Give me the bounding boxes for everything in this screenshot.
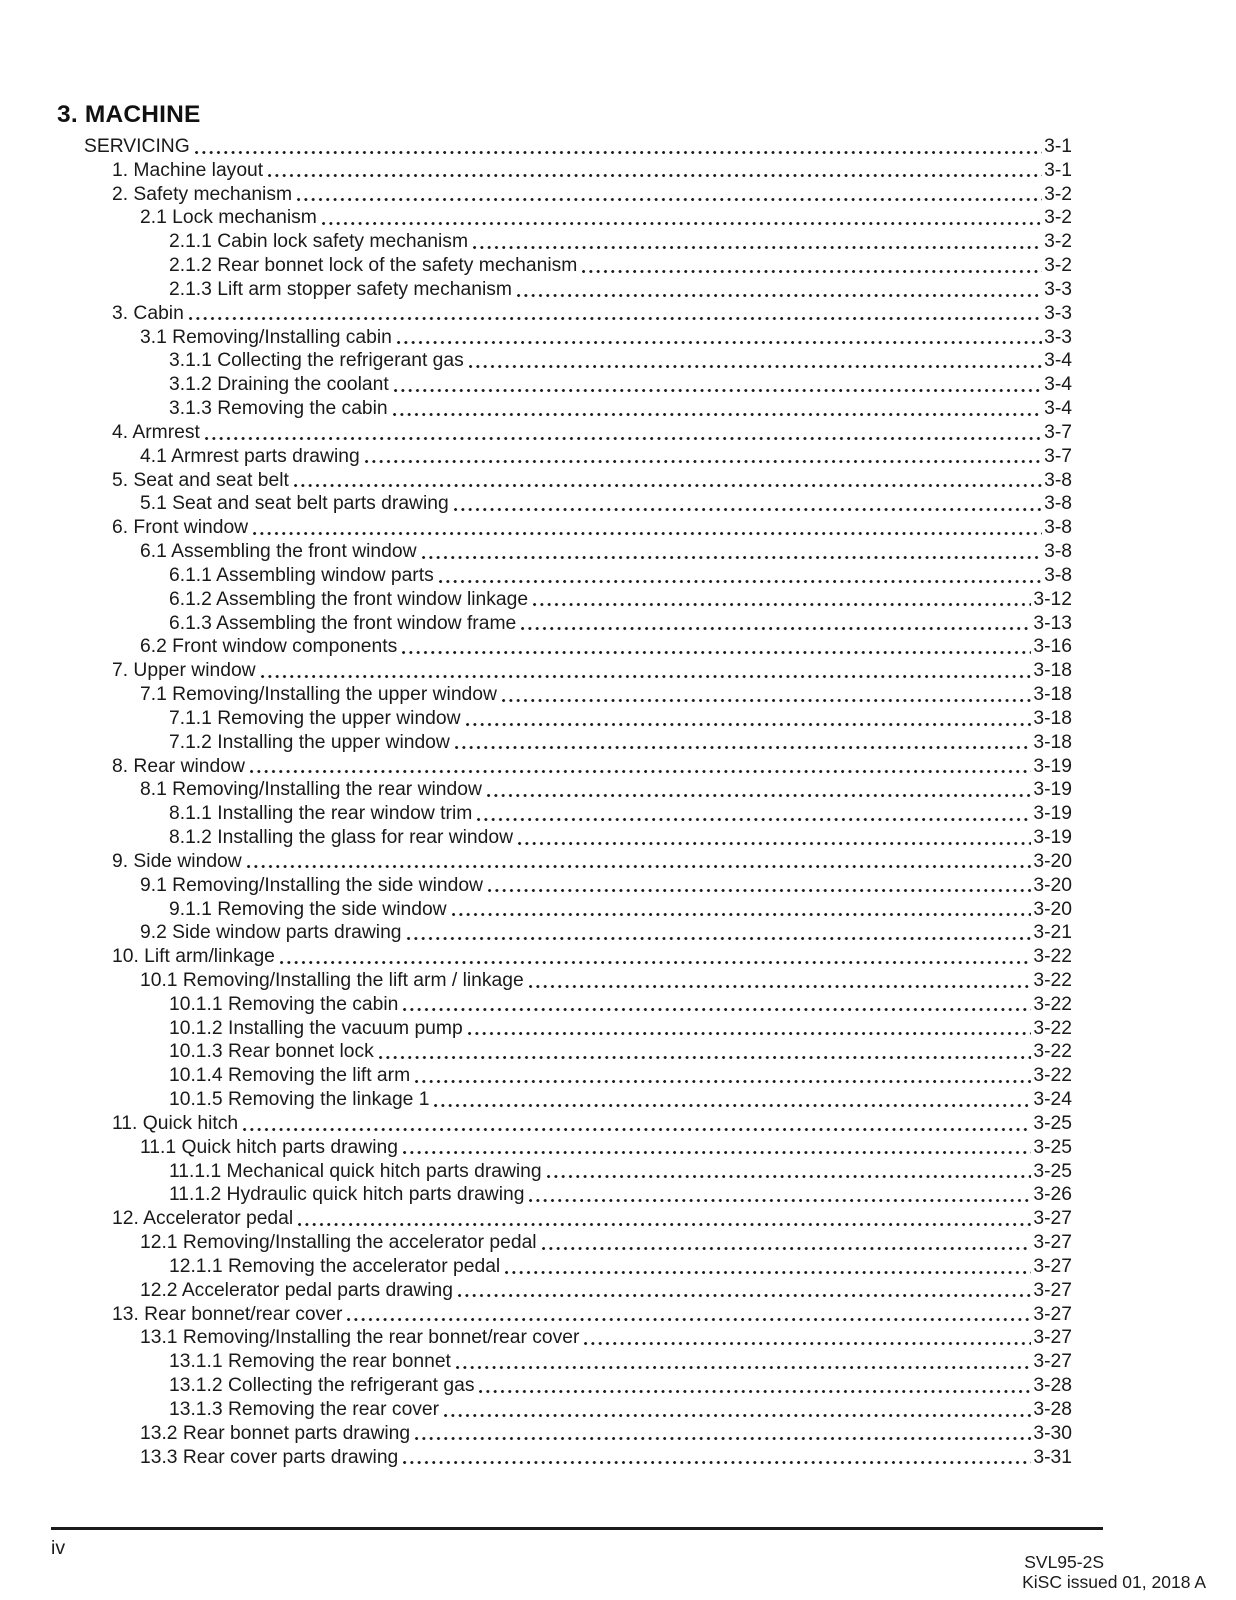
toc-dot-leader [488, 874, 1031, 898]
toc-entry-page: 3-12 [1033, 588, 1072, 610]
toc-dot-leader [444, 1398, 1031, 1422]
toc-entry [57, 612, 1072, 636]
toc-entry-label: 7.1.2 Installing the upper window [169, 731, 450, 753]
toc-entry [57, 1112, 1072, 1136]
toc-entry [57, 516, 1072, 540]
toc-entry-page: 3-25 [1033, 1160, 1072, 1182]
toc-entry [57, 421, 1072, 445]
toc-entry-label: 4. Armrest [112, 421, 200, 443]
toc-dot-leader [189, 302, 1042, 326]
toc-entry-page: 3-22 [1033, 1065, 1072, 1087]
toc-entry [57, 206, 1072, 230]
toc-entry [57, 326, 1072, 350]
toc-dot-leader [415, 1422, 1031, 1446]
toc-entry [57, 826, 1072, 850]
toc-dot-leader [403, 1136, 1031, 1160]
table-of-contents [57, 135, 1072, 1469]
toc-entry-page: 3-26 [1033, 1184, 1072, 1206]
toc-dot-leader [529, 969, 1032, 993]
toc-entry-page: 3-20 [1033, 898, 1072, 920]
toc-entry-page: 3-18 [1033, 731, 1072, 753]
toc-entry-page: 3-27 [1033, 1208, 1072, 1230]
toc-entry-page: 3-28 [1033, 1398, 1072, 1420]
toc-entry-label: 10.1 Removing/Installing the lift arm / linkage [140, 969, 524, 991]
chapter-title: 3. MACHINE [57, 101, 201, 128]
toc-entry-page: 3-28 [1033, 1375, 1072, 1397]
toc-entry-label: 5. Seat and seat belt [112, 469, 289, 491]
toc-dot-leader [452, 898, 1032, 922]
footer-issue-note: KiSC issued 01, 2018 A [1022, 1572, 1206, 1592]
toc-entry-label: 13.1 Removing/Installing the rear bonnet/rear cover [140, 1327, 580, 1349]
toc-dot-leader [422, 540, 1043, 564]
toc-entry [57, 1303, 1072, 1327]
toc-dot-leader [458, 1279, 1031, 1303]
toc-entry [57, 802, 1072, 826]
toc-entry-page: 3-21 [1033, 922, 1072, 944]
toc-entry [57, 1446, 1072, 1470]
toc-entry-page: 3-22 [1033, 946, 1072, 968]
toc-entry [57, 302, 1072, 326]
toc-entry-label: 6.1.2 Assembling the front window linkage [169, 588, 529, 610]
toc-entry [57, 540, 1072, 564]
toc-entry-label: 13.2 Rear bonnet parts drawing [140, 1422, 411, 1444]
toc-dot-leader [533, 588, 1031, 612]
toc-entry-label: 11.1 Quick hitch parts drawing [140, 1136, 398, 1158]
toc-entry-label: 3.1.2 Draining the coolant [169, 374, 389, 396]
toc-entry [57, 1207, 1072, 1231]
toc-dot-leader [397, 326, 1042, 350]
toc-entry-label: 12.1 Removing/Installing the accelerator pedal [140, 1232, 537, 1254]
toc-entry-label: 8.1.1 Installing the rear window trim [169, 803, 473, 825]
toc-entry-label: 3.1.3 Removing the cabin [169, 398, 388, 420]
toc-dot-leader [280, 945, 1032, 969]
page-number: iv [51, 1537, 66, 1559]
toc-dot-leader [347, 1303, 1031, 1327]
toc-entry [57, 230, 1072, 254]
toc-entry-label: 13.1.3 Removing the rear cover [169, 1398, 440, 1420]
toc-entry [57, 755, 1072, 779]
toc-entry-label: 10.1.5 Removing the linkage 1 [169, 1089, 430, 1111]
toc-entry [57, 445, 1072, 469]
toc-entry [57, 659, 1072, 683]
toc-entry-page: 3-19 [1033, 755, 1072, 777]
toc-dot-leader [297, 183, 1042, 207]
toc-entry-page: 3-3 [1044, 302, 1072, 324]
toc-entry-page: 3-27 [1033, 1279, 1072, 1301]
toc-entry-label: 2. Safety mechanism [112, 183, 293, 205]
toc-entry-label: 3.1.1 Collecting the refrigerant gas [169, 350, 464, 372]
toc-dot-leader [505, 1255, 1031, 1279]
toc-entry-label: 2.1.3 Lift arm stopper safety mechanism [169, 278, 512, 300]
toc-entry-label: 10.1.1 Removing the cabin [169, 993, 399, 1015]
toc-entry-page: 3-8 [1044, 541, 1072, 563]
toc-dot-leader [407, 921, 1032, 945]
toc-entry [57, 874, 1072, 898]
toc-entry-page: 3-30 [1033, 1422, 1072, 1444]
toc-dot-leader [439, 564, 1042, 588]
toc-entry [57, 969, 1072, 993]
toc-entry-label: 9. Side window [112, 850, 242, 872]
footer-model-code: SVL95-2S [1024, 1552, 1104, 1572]
toc-entry-page: 3-8 [1044, 469, 1072, 491]
toc-entry [57, 731, 1072, 755]
toc-entry-label: 10. Lift arm/linkage [112, 946, 275, 968]
toc-dot-leader [394, 373, 1042, 397]
toc-entry [57, 898, 1072, 922]
toc-entry-label: 2.1 Lock mechanism [140, 207, 317, 229]
toc-dot-leader [518, 826, 1031, 850]
toc-entry-page: 3-20 [1033, 850, 1072, 872]
toc-entry-page: 3-27 [1033, 1232, 1072, 1254]
toc-entry-page: 3-20 [1033, 874, 1072, 896]
toc-entry-page: 3-2 [1044, 183, 1072, 205]
toc-entry [57, 1422, 1072, 1446]
toc-dot-leader [253, 516, 1042, 540]
toc-entry [57, 278, 1072, 302]
toc-entry [57, 850, 1072, 874]
toc-dot-leader [403, 1446, 1031, 1470]
toc-entry-label: 10.1.2 Installing the vacuum pump [169, 1017, 463, 1039]
toc-entry-label: 6.1.1 Assembling window parts [169, 564, 434, 586]
toc-dot-leader [456, 1350, 1032, 1374]
toc-entry-label: 8.1 Removing/Installing the rear window [140, 779, 482, 801]
toc-entry [57, 921, 1072, 945]
toc-entry-page: 3-16 [1033, 636, 1072, 658]
toc-entry-label: 9.1.1 Removing the side window [169, 898, 447, 920]
toc-entry-page: 3-3 [1044, 326, 1072, 348]
toc-entry-label: 9.1 Removing/Installing the side window [140, 874, 483, 896]
toc-dot-leader [365, 445, 1042, 469]
toc-entry-label: 6. Front window [112, 517, 249, 539]
toc-dot-leader [455, 731, 1032, 755]
toc-entry-label: 7. Upper window [112, 660, 256, 682]
toc-entry-page: 3-22 [1033, 1041, 1072, 1063]
toc-entry [57, 1231, 1072, 1255]
toc-dot-leader [247, 850, 1032, 874]
toc-entry-page: 3-18 [1033, 707, 1072, 729]
toc-entry-page: 3-4 [1044, 350, 1072, 372]
toc-entry-page: 3-27 [1033, 1327, 1072, 1349]
toc-dot-leader [502, 683, 1031, 707]
toc-dot-leader [477, 802, 1031, 826]
toc-entry-page: 3-25 [1033, 1136, 1072, 1158]
toc-entry [57, 1326, 1072, 1350]
toc-entry-page: 3-8 [1044, 564, 1072, 586]
toc-entry-label: SERVICING [84, 136, 190, 157]
toc-entry [57, 1088, 1072, 1112]
toc-entry-page: 3-2 [1044, 255, 1072, 277]
toc-entry-label: 10.1.4 Removing the lift arm [169, 1065, 411, 1087]
toc-entry [57, 1160, 1072, 1184]
toc-entry-label: 3.1 Removing/Installing cabin [140, 326, 392, 348]
toc-dot-leader [205, 421, 1042, 445]
footer-divider [51, 1527, 1103, 1530]
toc-entry-label: 5.1 Seat and seat belt parts drawing [140, 493, 449, 515]
toc-entry-label: 13.1.2 Collecting the refrigerant gas [169, 1375, 475, 1397]
toc-entry [57, 993, 1072, 1017]
toc-entry [57, 707, 1072, 731]
toc-dot-leader [322, 206, 1042, 230]
toc-entry-label: 12.1.1 Removing the accelerator pedal [169, 1255, 501, 1277]
toc-dot-leader [529, 1183, 1031, 1207]
toc-entry-label: 12.2 Accelerator pedal parts drawing [140, 1279, 453, 1301]
toc-dot-leader [468, 1017, 1032, 1041]
toc-entry-page: 3-19 [1033, 827, 1072, 849]
toc-entry-page: 3-8 [1044, 517, 1072, 539]
toc-dot-leader [582, 254, 1042, 278]
toc-entry-label: 11.1.2 Hydraulic quick hitch parts drawing [169, 1184, 525, 1206]
toc-dot-leader [487, 778, 1032, 802]
toc-entry [57, 1279, 1072, 1303]
toc-dot-leader [243, 1112, 1031, 1136]
toc-dot-leader [542, 1231, 1032, 1255]
toc-entry-page: 3-27 [1033, 1303, 1072, 1325]
toc-entry [57, 1040, 1072, 1064]
toc-dot-leader [393, 397, 1042, 421]
toc-dot-leader [521, 612, 1031, 636]
toc-entry-page: 3-4 [1044, 374, 1072, 396]
toc-entry [57, 1398, 1072, 1422]
toc-entry-page: 3-22 [1033, 993, 1072, 1015]
toc-entry [57, 349, 1072, 373]
toc-entry-page: 3-7 [1044, 421, 1072, 443]
toc-entry-label: 2.1.1 Cabin lock safety mechanism [169, 231, 469, 253]
toc-entry [57, 1064, 1072, 1088]
toc-entry-page: 3-18 [1033, 684, 1072, 706]
toc-entry-label: 1. Machine layout [112, 159, 264, 181]
toc-entry-page: 3-7 [1044, 445, 1072, 467]
toc-dot-leader [403, 993, 1031, 1017]
toc-entry-label: 13. Rear bonnet/rear cover [112, 1303, 343, 1325]
toc-entry [57, 635, 1072, 659]
toc-entry [57, 1374, 1072, 1398]
toc-entry-page: 3-3 [1044, 278, 1072, 300]
toc-entry-page: 3-19 [1033, 803, 1072, 825]
toc-entry-label: 6.1.3 Assembling the front window frame [169, 612, 517, 634]
toc-entry [57, 492, 1072, 516]
toc-entry-page: 3-2 [1044, 207, 1072, 229]
toc-entry [57, 588, 1072, 612]
toc-entry [57, 564, 1072, 588]
toc-dot-leader [379, 1040, 1032, 1064]
toc-entry [57, 469, 1072, 493]
toc-entry-label: 4.1 Armrest parts drawing [140, 445, 360, 467]
toc-entry [57, 683, 1072, 707]
toc-dot-leader [473, 230, 1042, 254]
toc-entry-label: 8.1.2 Installing the glass for rear window [169, 827, 514, 849]
toc-entry [57, 397, 1072, 421]
toc-entry [57, 1017, 1072, 1041]
toc-entry-page: 3-27 [1033, 1255, 1072, 1277]
toc-dot-leader [469, 349, 1042, 373]
toc-entry-page: 3-2 [1044, 231, 1072, 253]
toc-dot-leader [268, 159, 1042, 183]
toc-entry-label: 13.1.1 Removing the rear bonnet [169, 1351, 451, 1373]
toc-entry [57, 778, 1072, 802]
toc-entry-label: 12. Accelerator pedal [112, 1208, 294, 1230]
toc-entry-label: 13.3 Rear cover parts drawing [140, 1446, 399, 1468]
toc-entry [57, 373, 1072, 397]
toc-dot-leader [195, 135, 1042, 159]
toc-entry-label: 2.1.2 Rear bonnet lock of the safety mechanism [169, 255, 578, 277]
toc-entry [57, 135, 1072, 159]
toc-entry-label: 6.2 Front window components [140, 636, 398, 658]
toc-entry-page: 3-19 [1033, 779, 1072, 801]
toc-entry [57, 183, 1072, 207]
toc-entry [57, 254, 1072, 278]
toc-entry-label: 7.1 Removing/Installing the upper window [140, 684, 497, 706]
toc-entry-page: 3-18 [1033, 660, 1072, 682]
toc-entry-label: 11. Quick hitch [112, 1112, 239, 1134]
toc-entry [57, 1136, 1072, 1160]
toc-dot-leader [294, 469, 1042, 493]
toc-entry-label: 7.1.1 Removing the upper window [169, 707, 461, 729]
toc-entry [57, 945, 1072, 969]
toc-entry-page: 3-27 [1033, 1351, 1072, 1373]
toc-entry-label: 10.1.3 Rear bonnet lock [169, 1041, 374, 1063]
toc-dot-leader [454, 492, 1042, 516]
toc-entry-label: 6.1 Assembling the front window [140, 541, 417, 563]
toc-entry-label: 3. Cabin [112, 302, 184, 324]
toc-entry-page: 3-13 [1033, 612, 1072, 634]
toc-dot-leader [584, 1326, 1031, 1350]
toc-dot-leader [415, 1064, 1031, 1088]
toc-dot-leader [402, 635, 1031, 659]
toc-entry-page: 3-24 [1033, 1089, 1072, 1111]
toc-dot-leader [250, 755, 1032, 779]
toc-entry-page: 3-25 [1033, 1112, 1072, 1134]
toc-dot-leader [261, 659, 1032, 683]
toc-dot-leader [517, 278, 1042, 302]
toc-entry-page: 3-22 [1033, 1017, 1072, 1039]
toc-entry-label: 9.2 Side window parts drawing [140, 922, 402, 944]
toc-entry [57, 1350, 1072, 1374]
toc-entry-page: 3-31 [1033, 1446, 1072, 1468]
toc-dot-leader [466, 707, 1032, 731]
toc-entry-page: 3-22 [1033, 969, 1072, 991]
toc-entry-page: 3-8 [1044, 493, 1072, 515]
toc-entry-page: 3-4 [1044, 398, 1072, 420]
toc-dot-leader [547, 1160, 1032, 1184]
toc-entry-label: 11.1.1 Mechanical quick hitch parts drawing [169, 1160, 542, 1182]
toc-dot-leader [298, 1207, 1031, 1231]
toc-entry [57, 159, 1072, 183]
toc-dot-leader [479, 1374, 1031, 1398]
toc-entry [57, 1183, 1072, 1207]
toc-entry-page: 3-1 [1044, 159, 1072, 181]
toc-entry [57, 1255, 1072, 1279]
toc-entry-label: 8. Rear window [112, 755, 245, 777]
toc-dot-leader [434, 1088, 1031, 1112]
toc-entry-page: 3-1 [1044, 136, 1072, 157]
